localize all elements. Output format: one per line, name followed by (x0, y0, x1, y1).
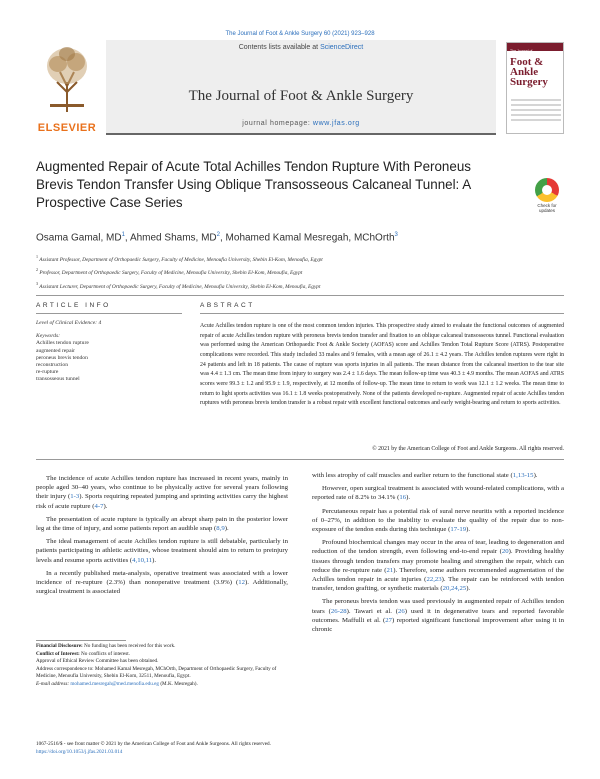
paragraph (36, 515, 288, 533)
citation-link[interactable]: 26-28 (330, 607, 347, 615)
citation-link[interactable]: 4-7 (94, 502, 104, 510)
issn-line: 1067-2516/$ - see front matter © 2021 by the American College of Foot and Ankle Surgeons. All rights reserved. (36, 741, 271, 747)
contents-prefix: Contents lists available at (238, 44, 321, 51)
elsevier-tree-icon (42, 42, 92, 114)
affiliation-text: Professor, Department of Orthopaedic Surgery, Faculty of Medicine, Menoufia University, Shebin El-Kom, Menoufia, Egypt (39, 270, 303, 277)
paragraph-text: ). (533, 472, 538, 479)
journal-cover-thumbnail[interactable] (506, 42, 564, 134)
paragraph (312, 597, 564, 634)
affiliation-marker: 1 (36, 254, 38, 259)
paragraph-text: ). (224, 525, 229, 533)
paragraph-text: ). (103, 502, 108, 510)
abstract-text: Acute Achilles tendon rupture is one of the most common tendon injuries. This prospective study aimed to evaluate the functional outcomes of augmented repair of acute Achilles tendon rupture with peroneus brevis tendon transfer and fixation to an oblique calcaneal transosseous tunnel. Functional evaluation was performed using the American Orthopaedic Foot & Ankle Society (AOFAS) score and Achilles Tendon Total Rupture Score (ATRS). Postoperative complications were recorded. This study included 33 males and 9 females, with a mean age of 26.1 ± 4.2 years. The Achilles tendon ruptures were right in 24 patients and left in 18 patients. The cause of rupture was sports injuries in all patients. The mean distance from the calcaneal insertion to the tear site was 4.4 ± 1.3 cm. The mean time from injury to surgery was 2.4 ± 1.6 days. The mean follow-up time was 40.3 ± 4.9 months. The mean AOFAS and ATRS scores were 99.3 ± 1.2 and 95.9 ± 1.9, respectively, at 12 months of follow-up. The mean time to return to work was 12.1 ± 1.2 weeks. The mean time to return to light sports activities was 16.1 ± 1.8 weeks postoperatively. None of the patients developed re-rupture. Augmented repair of acute Achilles tendon ruptures with peroneus brevis tendon transfer is a robust repair with excellent functional outcomes and early weight-bearing and return to sports activities. (200, 323, 564, 407)
paragraph-text: ). The repair can be reinforced with tendon transfer, tendon grafting, or synthetic materials ( (312, 576, 564, 593)
paragraph-text: ). (466, 585, 471, 593)
citation-link[interactable]: 1,13-15 (512, 472, 534, 479)
article-title: Augmented Repair of Acute Total Achilles Tendon Rupture With Peroneus Brevis Tendon Transfer Using Oblique Transosseous Calcaneal Tunnel: A Prospective Case Series (36, 159, 471, 210)
cover-title: Foot & Ankle Surgery (510, 56, 548, 88)
paragraph-text: Profound biochemical changes may occur in the area of tear, leading to degeneration and reduction of the tendon strength, even following end-to-end repair ( (312, 539, 564, 556)
email-line (36, 681, 288, 689)
doi-link[interactable]: https://doi.org/10.1053/j.jfas.2021.03.014 (36, 748, 123, 755)
paragraph-text: ) used it in degenerative tears and reported favorable outcomes. Maffulli et al. ( (312, 607, 565, 624)
keyword: re-rupture (36, 369, 59, 376)
footnote-text: No funding has been received for this work. (82, 643, 176, 649)
footnote-divider (36, 640, 126, 641)
divider (36, 313, 182, 314)
author-name[interactable]: Mohamed Kamal Mesregah, MChOrth (225, 232, 395, 244)
body-column-right (312, 471, 564, 638)
journal-homepage (106, 120, 496, 127)
paragraph (312, 471, 564, 480)
email-link[interactable]: mohamed.mesregah@med.menofia.edu.eg (70, 680, 160, 687)
affiliation-item (36, 265, 564, 278)
footnote-label: Conflict of Interest: (36, 650, 80, 657)
author-name[interactable]: Osama Gamal, MD (36, 232, 122, 244)
divider (36, 295, 564, 296)
evidence-level: Level of Clinical Evidence: 4 (36, 320, 102, 326)
citation-link[interactable]: 20 (501, 548, 509, 556)
citation-link[interactable]: 16 (399, 494, 407, 502)
author-affiliation-marker[interactable]: 2 (216, 232, 220, 238)
footnote-text: No conflicts of interest. (79, 650, 130, 657)
affiliation-item (36, 252, 564, 265)
keyword: reconstruction (36, 362, 68, 369)
check-for-updates-button[interactable] (532, 178, 562, 212)
paragraph-text: The ideal management of acute Achilles tendon rupture is still debatable, particularly in patients participating in athletic activities, whose treatment should aim to return to preinjury levels and resume sports activities ( (36, 538, 288, 564)
page-footer (36, 741, 564, 756)
divider (200, 313, 564, 314)
paragraph-text: The peroneus brevis tendon was used previously in augmented repair of Achilles tendon tears ( (312, 598, 564, 615)
affiliations (36, 252, 564, 292)
paragraph-text: ). Therefore, some authors recommended augmentation of the Achilles tendon repair in acute injuries ( (312, 566, 564, 584)
affiliation-marker: 3 (36, 280, 38, 286)
affiliation-item (36, 279, 564, 292)
footnote-label: E-mail address: (36, 680, 71, 687)
homepage-prefix: journal homepage: (242, 120, 313, 127)
paragraph-text: ). (406, 494, 411, 502)
sciencedirect-link[interactable]: ScienceDirect (320, 44, 364, 51)
citation-link[interactable]: 26 (398, 607, 405, 615)
paragraph-text: The incidence of acute Achilles tendon rupture has increased in recent years, mainly in people aged 30–40 years, who continue to be physically active for several years following their injury ( (36, 475, 288, 501)
paragraph (312, 538, 564, 593)
paragraph-text: The presentation of acute rupture is typically an abrupt sharp pain in the posterior lower leg at the time of injury, and some patients report an audible snap ( (36, 515, 288, 533)
citation-link[interactable]: 12 (238, 579, 246, 587)
keyword: Achilles tendon rupture (36, 340, 89, 347)
paragraph-text: ). Tawari et al. ( (346, 607, 399, 615)
divider (36, 459, 564, 460)
author-affiliation-marker[interactable]: 1 (121, 232, 125, 238)
author-name[interactable]: Ahmed Shams, MD (129, 232, 217, 244)
paragraph-text: ). (152, 556, 157, 564)
homepage-link[interactable]: www.jfas.org (312, 120, 360, 127)
paragraph-text: with less atrophy of calf muscles and earlier return to the functional state ( (312, 472, 513, 479)
affiliation-marker: 2 (36, 267, 38, 273)
elsevier-wordmark: ELSEVIER (37, 122, 97, 134)
citation-link[interactable]: 22,23 (426, 576, 442, 584)
paragraph-text: In a recently published meta-analysis, operative treatment was associated with a lower incidence of re-rupture (2.3%) than nonoperative treatment (3.9%) ( (36, 569, 288, 587)
elsevier-logo[interactable] (36, 42, 98, 134)
keywords-heading: Keywords: (36, 333, 61, 340)
paragraph-text: ). Sports requiring repeated jumping and sprinting activities carry the highest risk of acute rupture ( (36, 493, 288, 510)
keyword: transosseous tunnel (36, 376, 80, 383)
keyword: augmented repair (36, 347, 75, 354)
body-column-left (36, 474, 288, 600)
keyword: peroneus brevis tendon (36, 354, 88, 361)
footnote-label: Financial Disclosure: (36, 643, 83, 649)
paragraph-text: ). Additionally, surgical treatment is associated (36, 579, 288, 596)
paragraph-text: ). (466, 526, 471, 534)
footnote-text: (M.K. Mesregah). (159, 680, 198, 687)
paragraph-text: Percutaneous repair has a potential risk of sural nerve neuritis with a reported incidence of 0–27%, in addition to the inability to evaluate the quality of the repair due to non-exposure of the tendon ends during this technique ( (312, 507, 564, 534)
citation-link[interactable]: 17-19 (450, 526, 467, 534)
cover-decoration (511, 99, 561, 124)
masthead (36, 40, 564, 135)
citation-link[interactable]: 20,24,25 (442, 585, 467, 593)
masthead-banner (106, 40, 496, 135)
affiliation-text: Assistant Lecturer, Department of Orthopaedic Surgery, Faculty of Medicine, Menoufia University, Shebin El-Kom, Menoufia, Egypt (39, 283, 321, 290)
copyright: © 2021 by the American College of Foot and Ankle Surgeons. All rights reserved. (372, 446, 564, 452)
paragraph-text: However, open surgical treatment is associated with wound-related complications, with a reported rate of 8.2% to 34.1% ( (312, 485, 564, 502)
paragraph (312, 484, 564, 502)
paragraph (36, 474, 288, 511)
journal-title: The Journal of Foot & Ankle Surgery (188, 88, 414, 104)
author-affiliation-marker[interactable]: 3 (394, 232, 398, 238)
paragraph-text: ). Providing healthy tissues through tendon transfers may promote healing and strengthen the repair, which can reduce the re-rupture rate ( (312, 548, 564, 574)
author-list: Osama Gamal, $MD^1$, Ahmed Shams, $MD^2$, Mohamed Kamal Mesregah, MChOrth$^3$ (36, 232, 398, 244)
cover-top-text: The Journal of (510, 49, 533, 53)
paragraph (36, 537, 288, 565)
check-updates-label: Check for updates (537, 203, 557, 213)
financial-disclosure (36, 643, 288, 651)
citation-link[interactable]: 8,9 (216, 525, 225, 533)
ethics-statement: Approval of Ethical Review Committee has been obtained. (36, 658, 159, 665)
citation-link[interactable]: 4,10,11 (132, 556, 153, 564)
footnotes (36, 643, 288, 689)
citation-link[interactable]: 27 (385, 616, 393, 624)
article-info-heading: ARTICLE INFO (36, 302, 111, 309)
paragraph (312, 507, 564, 535)
citation-link[interactable]: 1-3 (70, 493, 80, 501)
paragraph (36, 569, 288, 597)
contents-line (106, 44, 496, 51)
journal-citation[interactable]: The Journal of Foot & Ankle Surgery 60 (2021) 923–928 (225, 31, 375, 37)
abstract-heading: ABSTRACT (200, 302, 255, 309)
check-updates-icon (535, 178, 559, 202)
affiliation-text: Assistant Professor, Department of Orthopaedic Surgery, Faculty of Medicine, Menoufia University, Shebin El-Kom, Menoufia, Egypt (39, 256, 323, 263)
article-info (36, 320, 182, 384)
correspondence-address: Address correspondence to: Mohamed Kamal Mesregah, MChOrth, Department of Orthopaedic Surgery, Faculty of Medicine, Menoufia University, Shebin El-Kom, 32511, Menoufia, Egypt. (36, 665, 277, 680)
citation-link[interactable]: 21 (386, 566, 394, 574)
paragraph-text: ) reported significant functional improvement after using it in chronic (312, 616, 564, 634)
